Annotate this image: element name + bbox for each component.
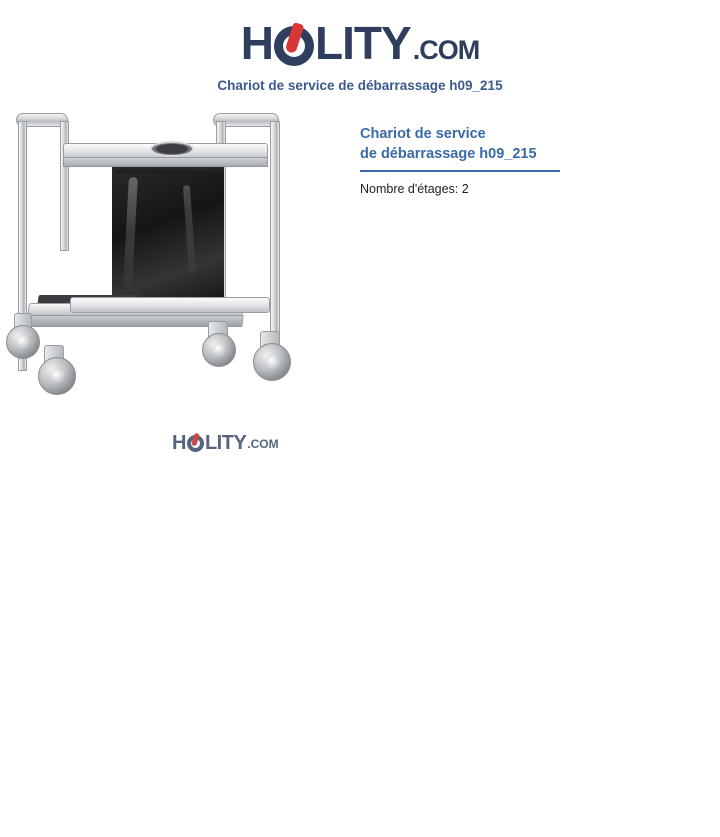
caster-hub-front-left (16, 335, 30, 349)
cart-post-left-front (60, 121, 69, 251)
watermark-dotcom: .COM (247, 436, 279, 451)
holity-o-watermark-icon (187, 435, 204, 452)
product-title (360, 125, 705, 164)
holity-logo[interactable] (240, 17, 480, 69)
product-info-column (360, 107, 705, 196)
product-title-line-1: Chariot de service (360, 126, 486, 142)
page-title: Chariot de service de débarrassage h09_215 (217, 78, 503, 93)
product-content (0, 107, 720, 437)
watermark-letter-h: H (172, 432, 186, 454)
spec-levels: Nombre d'étages: 2 (360, 182, 469, 197)
watermark-logo (172, 432, 279, 455)
logo-letters-lity: LITY (315, 17, 411, 69)
caster-hub-rear-right (212, 343, 226, 357)
logo-dotcom: .COM (412, 35, 480, 65)
logo-letter-h: H (240, 17, 274, 69)
title-divider (360, 170, 560, 172)
cart-bag-hole-inner (156, 144, 188, 154)
cart-top-shelf-edge (63, 157, 268, 167)
product-photo (8, 107, 338, 437)
caster-hub-left (50, 369, 65, 384)
cart-post-right-front (270, 121, 280, 356)
product-title-line-2: de débarrassage h09_215 (360, 145, 537, 162)
cart-bottom-shelf-rear (70, 297, 270, 313)
holity-o-logo-icon (274, 26, 314, 66)
watermark-letters-lity: LITY (204, 432, 247, 454)
caster-hub-front-right (265, 355, 280, 370)
site-logo[interactable] (0, 0, 720, 69)
product-image-column (0, 107, 360, 437)
